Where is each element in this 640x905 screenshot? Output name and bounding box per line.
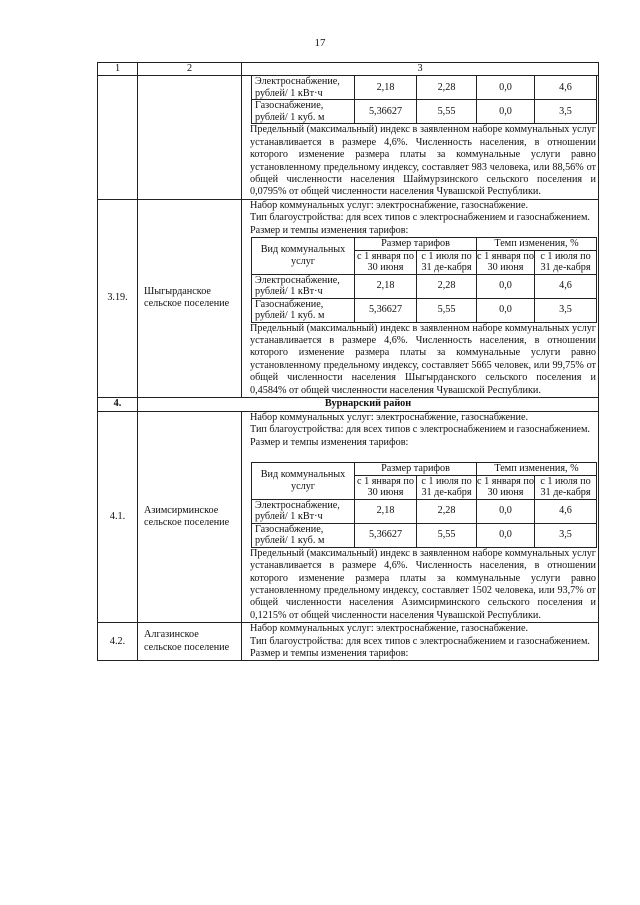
index-paragraph: Предельный (максимальный) индекс в заявленном наборе коммунальных услуг устанавливается в размере 4,6%. Численность населения, в отношении которого изменение размера платы за коммунальные услуги равно установленному предельному индексу, составляет 1502 человека, или 93,7% от общей численности населения Азимсирминского сельского поселения и 0,1215% от общей численности населения Чувашской Республики. (250, 547, 596, 621)
gas-label: Газоснабжение, рублей/ 1 куб. м (252, 100, 355, 124)
col-service-type: Вид коммунальных услуг (252, 238, 355, 275)
electricity-label: Электроснабжение, рублей/ 1 кВт·ч (252, 274, 355, 298)
gas-label: Газоснабжение, рублей/ 1 куб. м (252, 523, 355, 547)
col-service-type: Вид коммунальных услуг (252, 463, 355, 500)
table-row (98, 412, 599, 623)
main-table (97, 62, 599, 661)
col-tariff-size: Размер тарифов (355, 463, 477, 476)
section-row (98, 398, 599, 412)
col-tariff-size: Размер тарифов (355, 238, 477, 251)
row-number: 4.1. (98, 412, 138, 623)
header-col-2: 2 (138, 63, 242, 76)
index-paragraph: Предельный (максимальный) индекс в заявленном наборе коммунальных услуг устанавливается в размере 4,6%. Численность населения, в отношении которого изменение размера платы за коммунальные услуги равно установленному предельному индексу, составляет 983 человека, или 88,56% от общей численности населения Шаймурзинского сельского поселения и 0,0795% от общей численности населения Чувашской Республики. (250, 124, 596, 198)
header-col-1: 1 (98, 63, 138, 76)
gas-label: Газоснабжение, рублей/ 1 куб. м (252, 298, 355, 322)
tariff-sizes-label: Размер и темпы изменения тарифов: (250, 647, 409, 659)
table-row (98, 199, 599, 397)
services-set: Набор коммунальных услуг: электроснабжение, газоснабжение. (250, 623, 529, 635)
section-number: 4. (98, 398, 138, 412)
electricity-label: Электроснабжение, рублей/ 1 кВт·ч (252, 499, 355, 523)
index-paragraph: Предельный (максимальный) индекс в заявленном наборе коммунальных услуг устанавливается в размере 4,6%. Численность населения, в отношении которого изменение размера платы за коммунальные услуги равно установленному предельному индексу, составляет 5665 человек, или 99,75% от общей численности населения Шыгырданского сельского поселения и 0,4584% от общей численности населения Чувашской Республики. (250, 322, 596, 396)
tariff-sizes-label: Размер и темпы изменения тарифов: (250, 224, 409, 236)
page-number: 17 (314, 37, 326, 49)
settlement-name: Азимсирминское сельское поселение (138, 412, 242, 623)
header-row (98, 63, 599, 76)
tariff-subtable: Электроснабжение, рублей/ 1 кВт·ч 2,18 2,28 0,0 4,6 Газоснабжение, рублей/ 1 куб. м 5,36627 5,55 0,0 3,5 (251, 75, 597, 124)
header-col-3: 3 (242, 63, 599, 76)
col-change-rate: Темп изменения, % (477, 463, 597, 476)
tariff-sizes-label: Размер и темпы изменения тарифов: (250, 436, 409, 448)
row-number: 4.2. (98, 623, 138, 661)
electricity-label: Электроснабжение, рублей/ 1 кВт·ч (252, 76, 355, 100)
table-row (98, 76, 599, 199)
improvement-type: Тип благоустройства: для всех типов с электроснабжением и газоснабжением. (250, 424, 590, 436)
row-number: 3.19. (98, 199, 138, 397)
settlement-name: Алгазинское сельское поселение (138, 623, 242, 661)
table-row (98, 623, 599, 661)
tariff-subtable: Вид коммунальных услуг Размер тарифов Темп изменения, % с 1 января по 30 июня с 1 июля по 31 де-кабря с 1 января по 30 июня с 1 июля по 31 де-кабря Электроснабжение, рублей/ 1 кВт·ч 2,18 2,28 0,0 4,6 Газоснабжение, рублей/ 1 куб. м 5,36627 5,55 0,0 3,5 (251, 237, 597, 323)
services-set: Набор коммунальных услуг: электроснабжение, газоснабжение. (250, 199, 529, 211)
section-title: Вурнарский район (138, 398, 599, 412)
settlement-name: Шыгырданское сельское поселение (138, 199, 242, 397)
improvement-type: Тип благоустройства: для всех типов с электроснабжением и газоснабжением. (250, 635, 590, 647)
tariff-subtable: Вид коммунальных услуг Размер тарифов Темп изменения, % с 1 января по 30 июня с 1 июля по 31 де-кабря с 1 января по 30 июня с 1 июля по 31 де-кабря Электроснабжение, рублей/ 1 кВт·ч 2,18 2,28 0,0 4,6 Газоснабжение, рублей/ 1 куб. м 5,36627 5,55 0,0 3,5 (251, 462, 597, 548)
col-change-rate: Темп изменения, % (477, 238, 597, 251)
services-set: Набор коммунальных услуг: электроснабжение, газоснабжение. (250, 412, 529, 423)
improvement-type: Тип благоустройства: для всех типов с электроснабжением и газоснабжением. (250, 212, 590, 224)
